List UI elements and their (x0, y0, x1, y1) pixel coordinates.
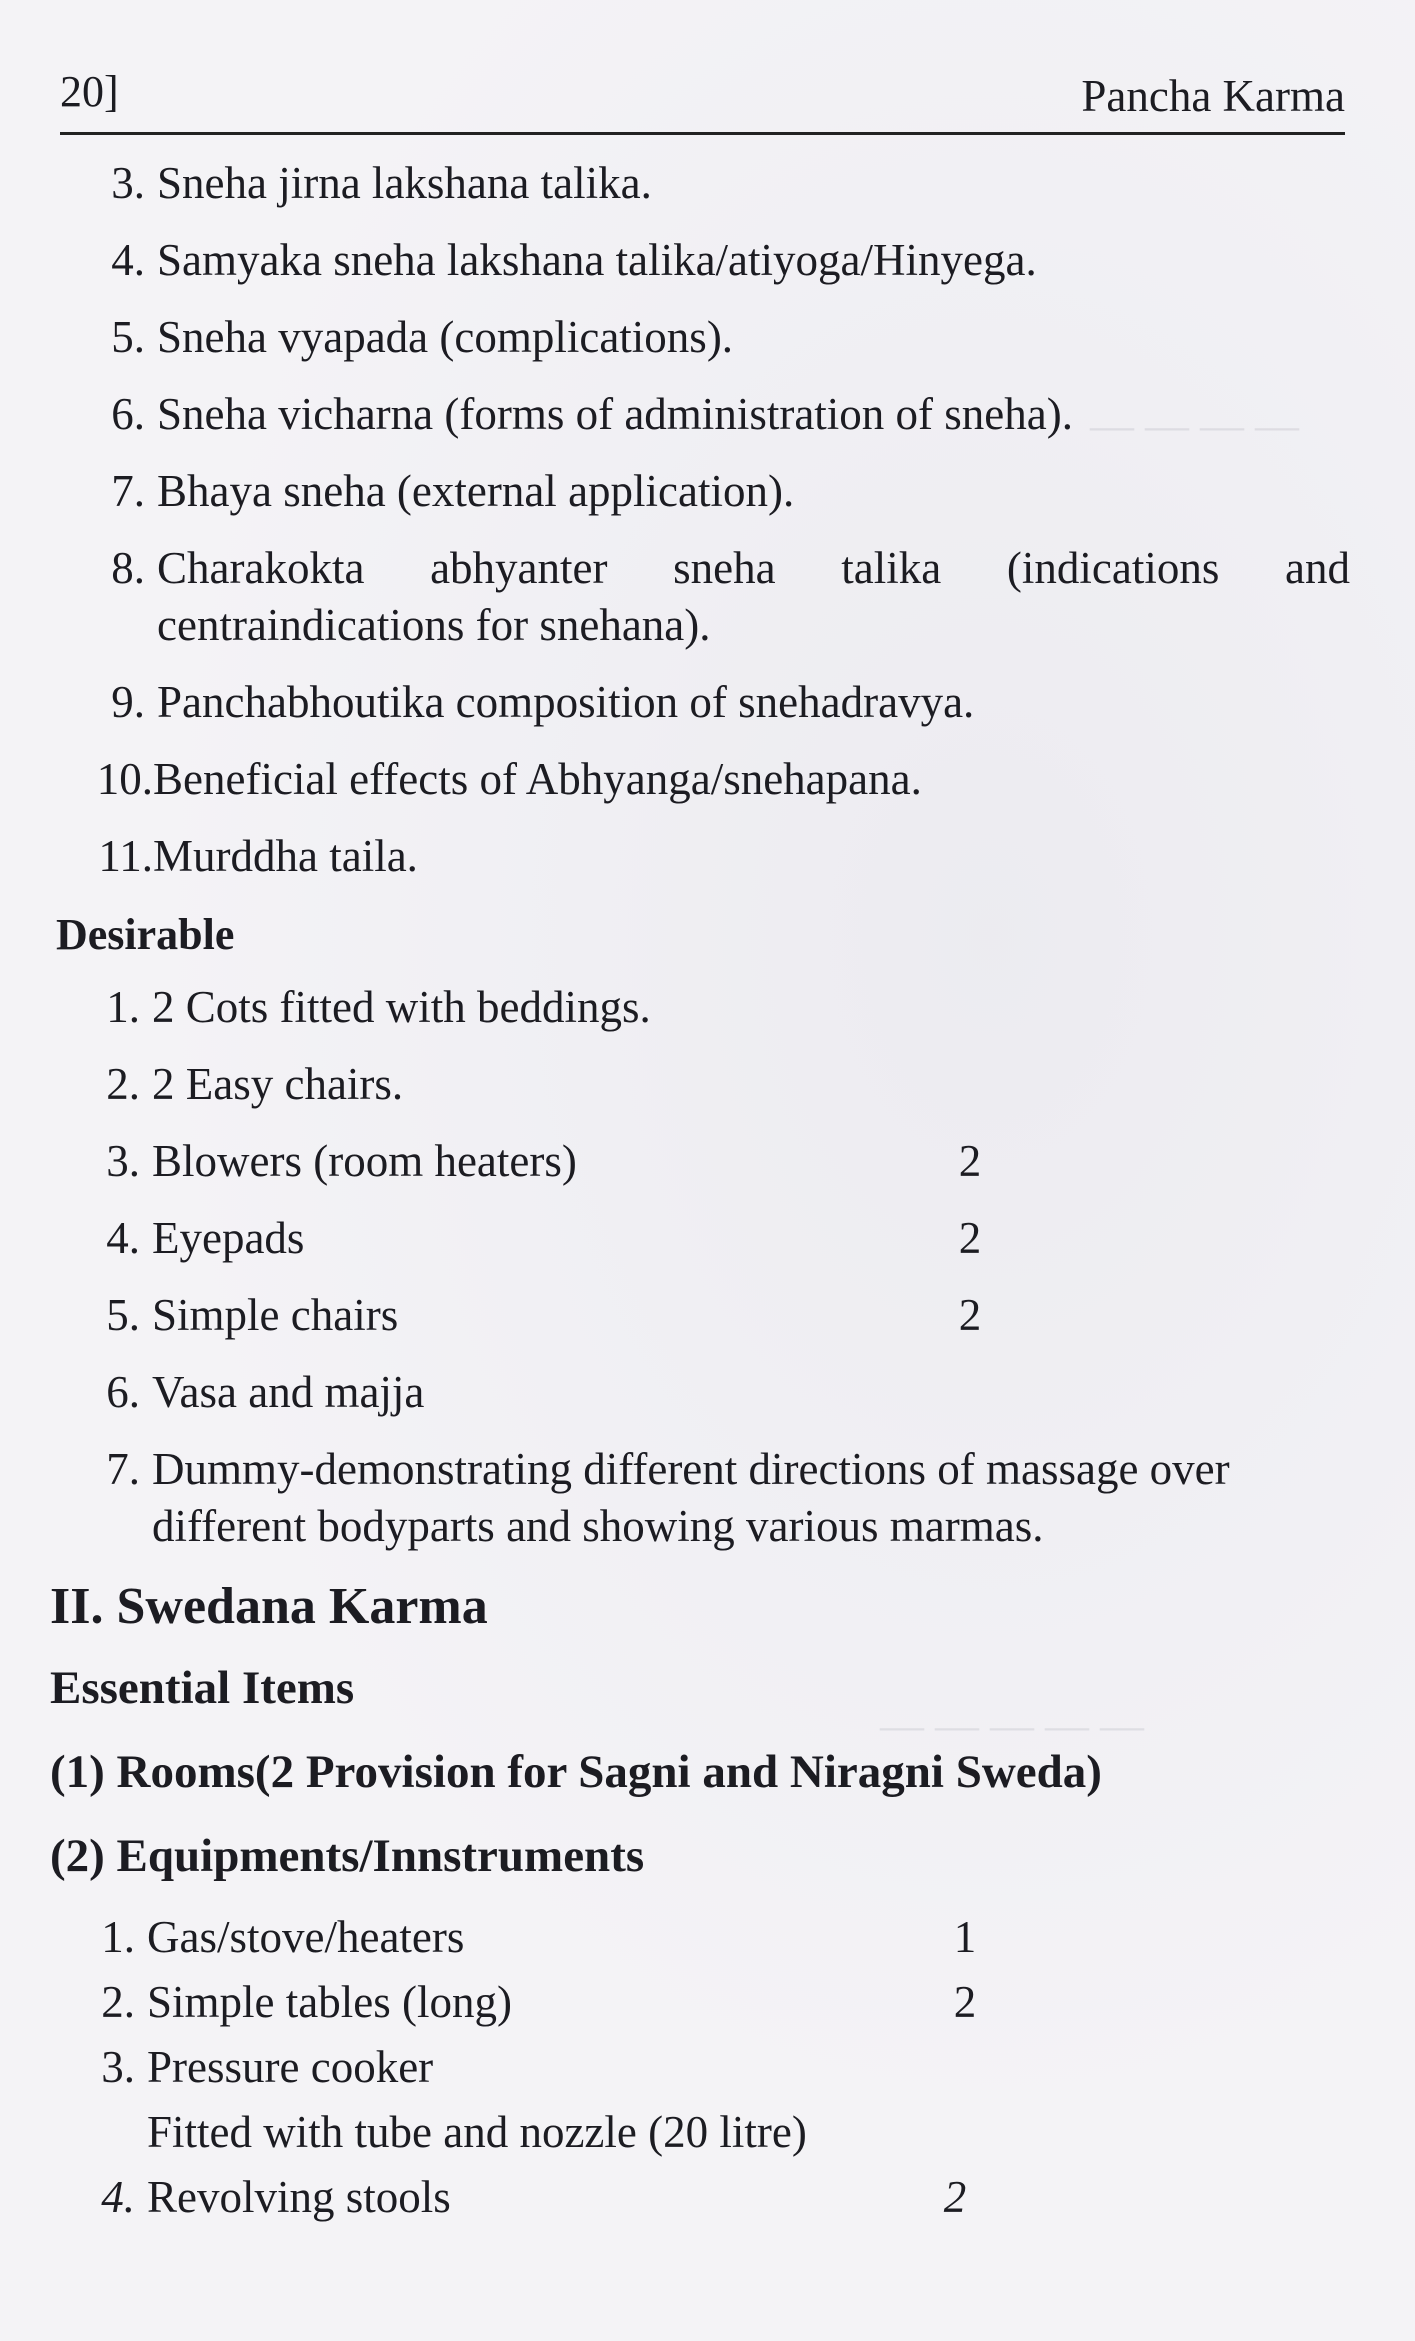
item-text: Sneha vicharna (forms of administration of sneha). (157, 389, 1073, 439)
desirable-list (50, 979, 1350, 1555)
list-item-continuation (50, 2104, 1350, 2161)
list-item (50, 674, 1350, 731)
item-number: 2. (106, 1059, 140, 1109)
item-quantity: 2 (958, 1136, 982, 1186)
item-text: Eyepads (152, 1213, 305, 1263)
list-item (50, 828, 1350, 885)
item-text: Panchabhoutika composition of snehadravya. (157, 677, 975, 727)
item-quantity: 2 (943, 2172, 967, 2222)
item-text: 2 Easy chairs. (152, 1059, 404, 1109)
page-header (60, 62, 1345, 135)
item-number: 6. (111, 389, 145, 439)
item-number: 3. (101, 2042, 135, 2092)
item-number: 4. (106, 1213, 140, 1263)
item-text: Simple tables (long) (147, 1977, 512, 2027)
item-number: 9. (111, 677, 145, 727)
equipment-list (50, 1909, 1350, 2226)
item-number: 2. (101, 1977, 135, 2027)
item-number: 1. (101, 1912, 135, 1962)
item-quantity: 2 (953, 1977, 977, 2027)
page-number: 20] (60, 67, 119, 116)
list-item (50, 2169, 1350, 2226)
list-item (50, 309, 1350, 366)
item-text: Sneha jirna lakshana talika. (157, 158, 652, 208)
page-content (50, 155, 1350, 2234)
item-number: 10. (96, 754, 153, 804)
list-item (50, 979, 1350, 1036)
section-heading: II. Swedana Karma (50, 1578, 488, 1635)
item-number: 6. (106, 1367, 140, 1417)
list-item (50, 155, 1350, 212)
item-number: 1. (106, 982, 140, 1032)
desirable-heading: Desirable (56, 910, 235, 959)
item-number: 4. (101, 2172, 135, 2222)
essential-items-heading: Essential Items (50, 1662, 355, 1714)
list-item (50, 463, 1350, 520)
list-item (50, 751, 1350, 808)
item-text: Charakokta abhyanter sneha talika (indications and centraindications for snehana). (157, 543, 1350, 650)
item-number: 7. (106, 1444, 140, 1494)
item-text: Fitted with tube and nozzle (20 litre) (147, 2107, 807, 2157)
item-quantity: 2 (958, 1290, 982, 1340)
list-item (50, 1287, 1350, 1344)
item-number: 5. (111, 312, 145, 362)
equipment-heading: (2) Equipments/Innstruments (50, 1830, 645, 1882)
item-text: 2 Cots fitted with beddings. (152, 982, 651, 1032)
list-item (50, 386, 1350, 443)
item-number: 3. (106, 1136, 140, 1186)
bleed-through-text: — — — — (1090, 401, 1299, 450)
item-number: 7. (111, 466, 145, 516)
list-item (50, 1364, 1350, 1421)
bleed-through-text: — — — — — (880, 1701, 1144, 1750)
item-quantity: 1 (953, 1912, 977, 1962)
item-number: 4. (111, 235, 145, 285)
list-item (50, 1974, 1350, 2031)
item-number: 8. (111, 543, 145, 593)
item-text: Revolving stools (147, 2172, 451, 2222)
item-number: 11. (98, 831, 153, 881)
list-item (50, 1133, 1350, 1190)
list-item (50, 2039, 1350, 2096)
item-text: Bhaya sneha (external application). (157, 466, 795, 516)
list-item (50, 1441, 1350, 1555)
running-title: Pancha Karma (1081, 71, 1345, 121)
item-text: Vasa and majja (152, 1367, 425, 1417)
list-item (50, 540, 1350, 654)
item-text: Gas/stove/heaters (147, 1912, 465, 1962)
item-quantity: 2 (958, 1213, 982, 1263)
list-item (50, 1909, 1350, 1966)
rooms-heading: (1) Rooms(2 Provision for Sagni and Niragni Sweda) (50, 1746, 1102, 1798)
item-text: Beneficial effects of Abhyanga/snehapana. (153, 754, 922, 804)
item-text: Dummy-demonstrating different directions of massage over different bodyparts and showing various marmas. (152, 1444, 1230, 1551)
item-text: Simple chairs (152, 1290, 399, 1340)
item-text: Blowers (room heaters) (152, 1136, 577, 1186)
list-item (50, 1056, 1350, 1113)
item-number: 3. (111, 158, 145, 208)
item-number: 5. (106, 1290, 140, 1340)
list-item (50, 232, 1350, 289)
item-text: Sneha vyapada (complications). (157, 312, 734, 362)
item-text: Samyaka sneha lakshana talika/atiyoga/Hinyega. (157, 235, 1037, 285)
list-item (50, 1210, 1350, 1267)
item-text: Murddha taila. (153, 831, 418, 881)
item-text: Pressure cooker (147, 2042, 434, 2092)
continued-list (50, 155, 1350, 885)
